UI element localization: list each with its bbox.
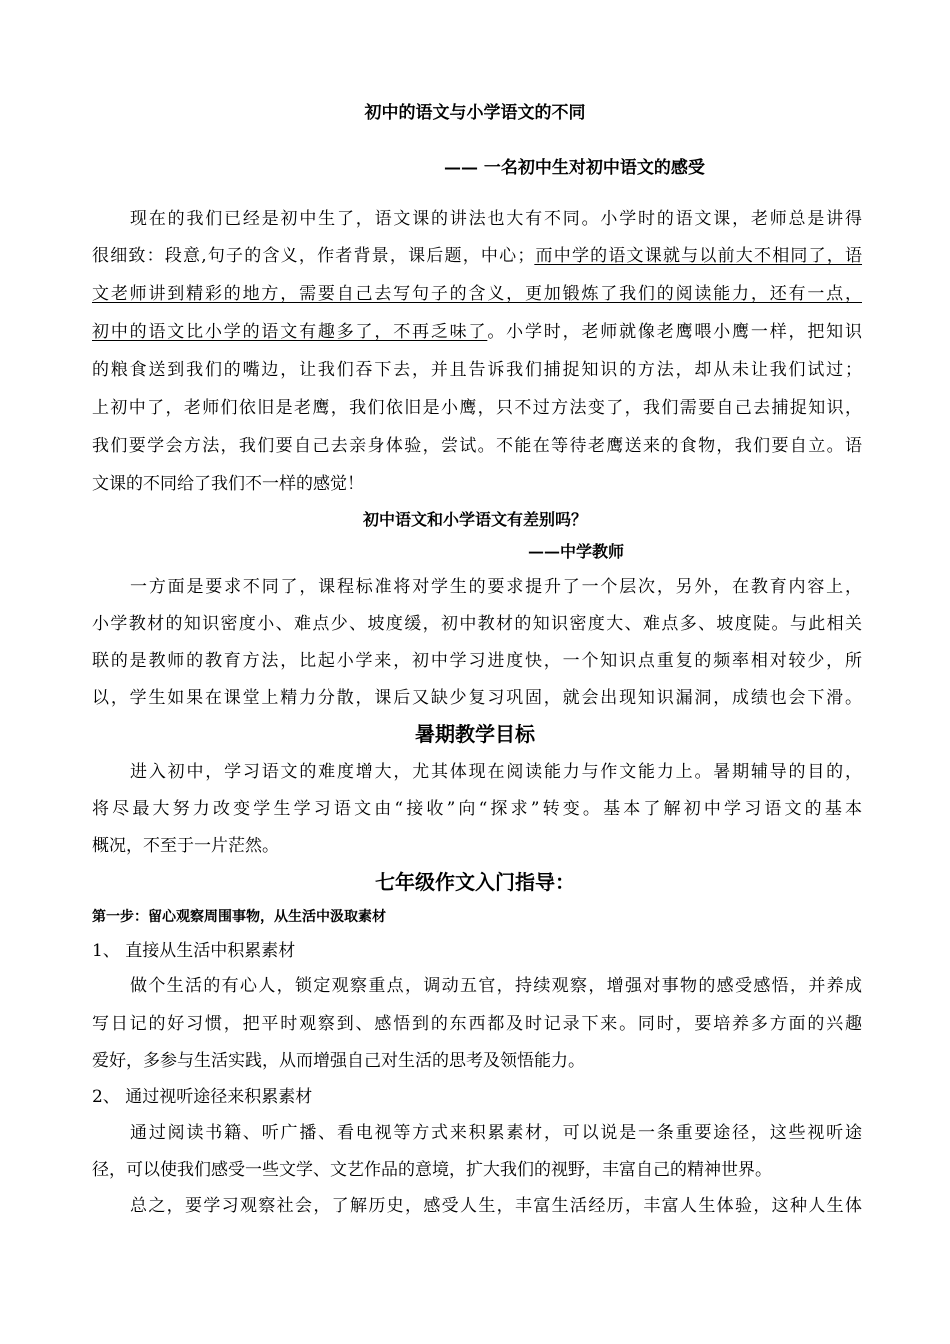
section-heading: 七年级作文入门指导： — [375, 870, 575, 894]
page-title: 初中的语文与小学语文的不同 — [364, 103, 586, 123]
text-segment: 很细致：段意,句子的含义，作者背景，课后题，中心； — [92, 246, 535, 266]
paragraph-line: 我们要学会方法，我们要自己去亲身体验，尝试。不能在等待老鹰送来的食物，我们要自立。语 — [92, 436, 862, 456]
paragraph-line: 上初中了，老师们依旧是老鹰，我们依旧是小鹰，只不过方法变了，我们需要自己去捕捉知识， — [92, 398, 862, 418]
paragraph-line: 径，可以使我们感受一些文学、文艺作品的意境，扩大我们的视野，丰富自己的精神世界。 — [92, 1160, 772, 1180]
paragraph-line: 的粮食送到我们的嘴边，让我们吞下去，并且告诉我们捕捉知识的方法，却从未让我们试过； — [92, 360, 862, 380]
paragraph-line: 写日记的好习惯，把平时观察到、感悟到的东西都及时记录下来。同时，要培养多方面的兴趣 — [92, 1014, 862, 1034]
paragraph-line: 现在的我们已经是初中生了，语文课的讲法也大有不同。小学时的语文课，老师总是讲得 — [130, 209, 862, 229]
underlined-text: 初中的语文比小学的语文有趣多了，不再乏味了 — [92, 322, 488, 342]
page-subtitle: —— 一名初中生对初中语文的感受 — [444, 158, 705, 178]
underlined-line: 文老师讲到精彩的地方，需要自己去写句子的含义，更加锻炼了我们的阅读能力，还有一点， — [92, 284, 862, 304]
paragraph-line: 一方面是要求不同了，课程标准将对学生的要求提升了一个层次，另外，在教育内容上， — [130, 577, 862, 597]
paragraph-line: 做个生活的有心人，锁定观察重点，调动五官，持续观察，增强对事物的感受感悟，并养成 — [130, 976, 862, 996]
paragraph-line — [92, 245, 862, 267]
step-heading: 第一步：留心观察周围事物，从生活中汲取素材 — [92, 909, 386, 925]
numbered-item: 1、 直接从生活中积累素材 — [92, 941, 296, 961]
paragraph-line: 小学教材的知识密度小、难点少、坡度缓，初中教材的知识密度大、难点多、坡度陡。与此相关 — [92, 614, 862, 634]
paragraph-line: 文课的不同给了我们不一样的感觉！ — [92, 474, 364, 494]
numbered-item: 2、 通过视听途径来积累素材 — [92, 1087, 313, 1107]
text-segment: 。小学时，老师就像老鹰喂小鹰一样，把知识 — [487, 322, 863, 342]
author-signature: ——中学教师 — [528, 542, 625, 561]
paragraph-line: 将尽最大努力改变学生学习语文由“接收”向“探求”转变。基本了解初中学习语文的基本 — [92, 799, 862, 819]
underlined-text: 而中学的语文课就与以前大不相同了，语 — [534, 246, 863, 266]
paragraph-line: 进入初中，学习语文的难度增大，尤其体现在阅读能力与作文能力上。暑期辅导的目的， — [130, 762, 862, 782]
paragraph-line — [92, 321, 862, 343]
paragraph-line: 总之，要学习观察社会，了解历史，感受人生，丰富生活经历，丰富人生体验，这种人生体 — [130, 1196, 862, 1216]
paragraph-line: 概况，不至于一片茫然。 — [92, 836, 279, 856]
paragraph-line: 以，学生如果在课堂上精力分散，课后又缺少复习巩固，就会出现知识漏洞，成绩也会下滑。 — [92, 688, 862, 708]
paragraph-line: 爱好，多参与生活实践，从而增强自己对生活的思考及领悟能力。 — [92, 1051, 585, 1071]
paragraph-line: 联的是教师的教育方法，比起小学来，初中学习进度快，一个知识点重复的频率相对较少，所 — [92, 651, 862, 671]
paragraph-line: 通过阅读书籍、听广播、看电视等方式来积累素材，可以说是一条重要途径，这些视听途 — [130, 1123, 862, 1143]
section-heading: 暑期教学目标 — [415, 722, 535, 746]
section-heading: 初中语文和小学语文有差别吗？ — [362, 510, 587, 529]
